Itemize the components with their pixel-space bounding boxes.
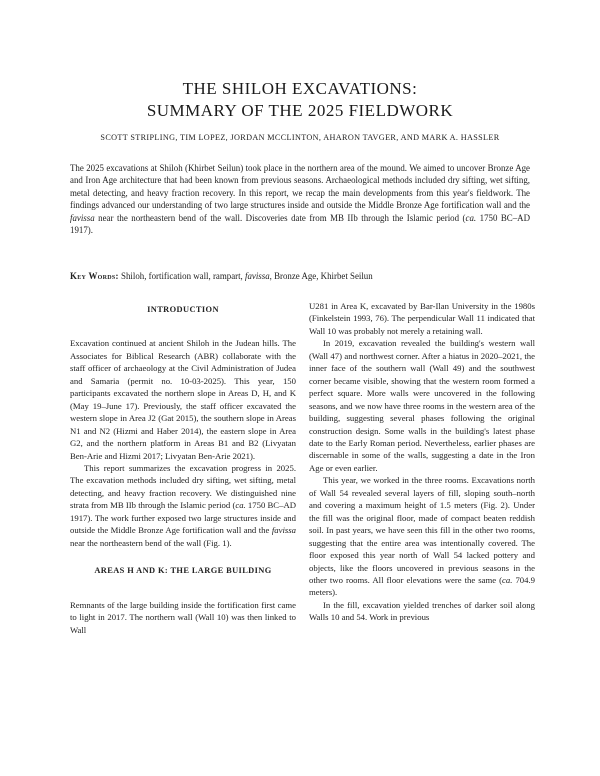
spacer [70,549,296,561]
keywords-text: , Bronze Age, Khirbet Seilun [269,271,373,281]
paragraph-text: near the northeastern bend of the wall (Fig. 1). [70,537,232,548]
section-heading-areas-h-k: AREAS H AND K: THE LARGE BUILDING [94,566,272,576]
paragraph [309,337,535,474]
author-list: SCOTT STRIPLING, TIM LOPEZ, JORDAN MCCLINTON, AHARON TAVGER, AND MARK A. HASSLER [100,133,500,142]
abstract-text: 1750 BC–AD 1917). [70,212,530,236]
paragraph-text: In 2019, excavation revealed the building's western wall (Wall 47) and northwest corner. After a hiatus in 2020–2021, the inner face of the southern wall (Wall 49) and the southwest corner became visible, showing that the western room formed a perfect square. More walls were uncovered in the following seasons, and we now have three rooms in the western area of the building, suggesting several phases following the original construction design. Some walls in the building's latest phase date to the Early Roman period. Nevertheless, earlier phases are discernable in some of the walls, suggesting a date in the Iron Age or even earlier. [309,338,535,473]
italic-favissa: favissa [271,525,296,536]
paragraph-text: 704.9 meters). [309,574,536,598]
abstract [70,162,530,236]
abstract-text: The 2025 excavations at Shiloh (Khirbet Seilun) took place in the northern area of the mound. We aimed to uncover Bronze Age and Iron Age architecture that had been known from previous seasons. Archaeological methods included dry sifting, wet sifting, metal detecting, and heavy fraction recovery. In this report, we recap the main developments from this year's fieldwork. The findings advanced our understanding of two large structures inside and outside the Middle Bronze Age fortification wall and the [70,163,530,211]
paragraph [309,474,535,599]
paragraph-text: 1750 BC–AD 1917). The work further exposed two large structures inside and outside the Middle Bronze Age fortification wall and the [70,500,296,536]
article-title-line-1: THE SHILOH EXCAVATIONS: [182,79,418,98]
paragraph-text: Excavation continued at ancient Shiloh in the Judean hills. The Associates for Biblical Research (ABR) collaborate with the staff officer of archaeology at the Civil Administration of Judea and Samaria (permit no. 10-03-2025). This year, 150 participants excavated the northern slope in Areas D, H, and K (May 19–June 17). Previously, the staff officer excavated the western slope in Area J2 (Gat 2015), the southern slope in Areas N1 and N2 (Hizmi and Haber 2014), the eastern slope in Area G2, and the northern platform in Areas B1 and B2 (Livyatan Ben-Arie and Hizmi 2017; Livyatan Ben-Arie 2021). [70,338,296,461]
abstract-text: near the northeastern bend of the wall. Discoveries date from MB IIb through the Islamic period ( [94,212,466,223]
keywords [70,270,530,282]
paragraph-text: This year, we worked in the three rooms. Excavations north of Wall 54 revealed several layers of fill, sloping south–north and covering a maximum height of 1.5 meters (Fig. 2). Under the fill was the original floor, made of compact beaten reddish soil. In past years, we have seen this fill in the other two rooms, suggesting that the entire area was intentionally covered. The floor exposed this year north of Wall 54 lacked pottery and objects, like the floors uncovered in previous seasons in the other two rooms. All floor elevations were the same ( [309,475,535,585]
paragraph-text: Remnants of the large building inside the fortification first came to light in 2017. The northern wall (Wall 10) was then linked to Wall [70,599,296,635]
right-column [309,300,535,624]
abstract-italic-ca: ca. [465,212,477,223]
paragraph [70,462,296,549]
paragraph-text: U281 in Area K, excavated by Bar-Ilan University in the 1980s (Finkelstein 1993, 76). The perpendicular Wall 11 indicated that Wall 10 was probably not merely a retaining wall. [309,301,535,336]
keywords-text: Shiloh, fortification wall, rampart, [118,271,245,281]
paragraph-text: This report summarizes the excavation progress in 2025. The excavation methods included dry sifting, wet sifting, metal detecting, and heavy fraction recovery. We distinguished nine strata from MB IIb through the Islamic period ( [70,462,296,511]
paragraph [309,599,535,624]
italic-ca: ca. [502,574,513,585]
section-heading-introduction: INTRODUCTION [147,305,219,314]
italic-ca: ca. [235,500,246,511]
keywords-label: Key Words: [70,271,119,281]
paragraph [70,337,296,462]
left-column [70,300,296,636]
abstract-italic-favissa: favissa [70,212,95,223]
paragraph-text: In the fill, excavation yielded trenches of darker soil along Walls 10 and 54. Work in previous [309,599,535,623]
paragraph [70,599,296,636]
article-title-line-2: SUMMARY OF THE 2025 FIELDWORK [146,101,454,120]
keywords-italic-favissa: favissa [245,271,270,281]
paragraph [309,300,535,337]
